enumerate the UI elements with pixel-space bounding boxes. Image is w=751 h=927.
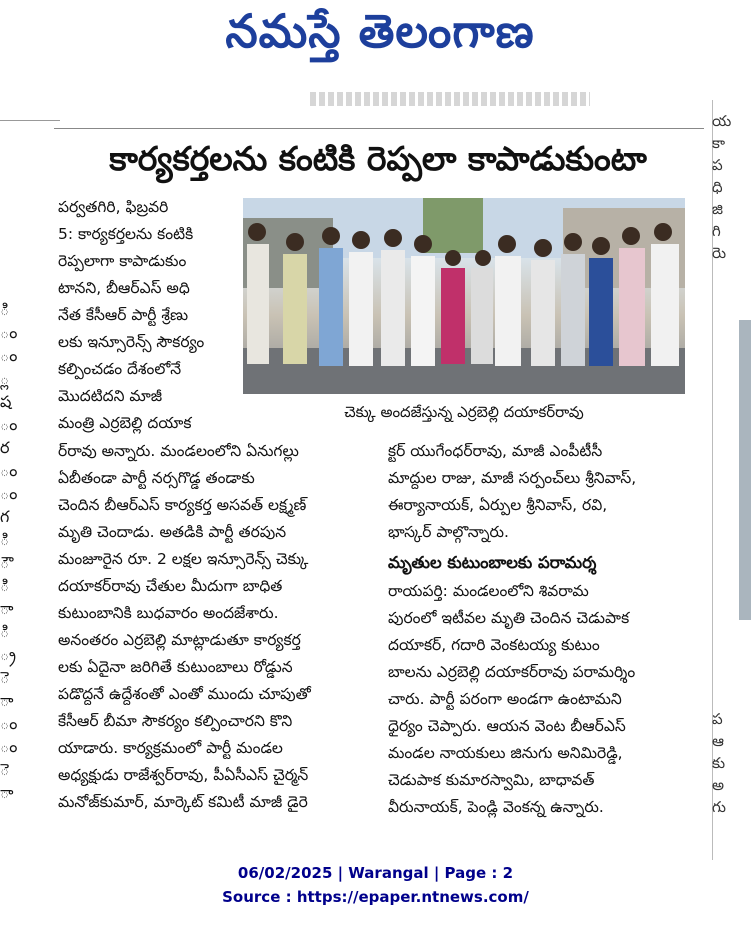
masthead-date-strip [310,92,590,106]
article-text-line: కుటుంబానికి బుధవారం అందజేశారు. [58,604,279,622]
cut-text-fragment: ం [0,737,18,756]
article-text-line: టానని, బీఆర్ఎస్ అధి [58,279,190,297]
article-column-main [58,438,380,816]
news-photo [243,198,685,394]
article-subheading: మృతుల కుటుంబాలకు పరామర్శ [388,553,597,572]
cut-text-fragment: ్ర [0,645,16,664]
footer-date-edition: 06/02/2025 | Warangal | Page : 2 [237,864,514,882]
cut-photo-fragment [739,320,751,620]
cut-text-fragment: ా [0,599,14,618]
article-text-line: అధ్యక్షుడు రాజేశ్వర్‌రావు, పీఏసీఎస్ చైర్మన్ [58,766,309,784]
article-text-line: క్టర్ యుగేంధర్‌రావు, మాజీ ఎంపీటీసీ [388,442,603,460]
article-text-line: యాడారు. కార్యక్రమంలో పార్టీ మండల [58,739,283,757]
article-column-right [388,438,688,821]
cut-text-fragment: ె [0,760,10,779]
article-text-line: చారు. పార్టీ పరంగా అండగా ఉంటామని [388,690,622,708]
masthead-logo: నమస్తే తెలంగాణ [225,4,535,58]
cut-text-fragment: కు [712,754,726,772]
article-text-line: ఈర్యానాయక్, ఏర్పుల శ్రీనివాస్, రవి, [388,496,608,514]
article-text-line: 5: కార్యకర్తలను కంటికి [58,225,194,243]
article-text-line: మృతి చెందాడు. అతడికి పార్టీ తరపున [58,523,287,541]
article-text-line: మంత్రి ఎర్రబెల్లి దయాక [58,414,192,432]
top-rule [0,120,60,121]
article-text-line: నేత కేసీఆర్ పార్టీ శ్రేణు [58,306,189,324]
article-text-line: లకు ఇన్సూరెన్స్ సౌకర్యం [58,333,205,351]
article-text-line: పడొద్దనే ఉద్దేశంతో ఎంతో ముందు చూపుతో [58,685,311,703]
article-text-line: ఏబీతండా పార్టీ నర్సగొడ్డ తండాకు [58,469,255,487]
article-text-line: భాస్కర్ పాల్గొన్నారు. [388,523,509,541]
article-headline: కార్యకర్తలను కంటికి రెప్పలా కాపాడుకుంటా [109,139,647,178]
article-text-line: చెందిన బీఆర్ఎస్ కార్యకర్త అసవత్ లక్ష్మణ్ [58,496,307,514]
cut-text-fragment: ం [0,484,18,503]
article-text-line: వీరునాయక్, పెండ్లి వెంకన్న ఉన్నారు. [388,798,604,816]
cut-text-fragment: ి [0,300,10,319]
cut-text-fragment: ర [0,438,10,457]
article-column-narrow [58,194,234,437]
cut-text-fragment: అ [712,776,725,794]
article-text-line: కల్పించడం దేశంలోనే [58,360,182,378]
cut-text-fragment: ధి [712,178,723,196]
article-text-line: పర్వతగిరి, ఫిబ్రవరి [58,198,169,216]
cut-text-fragment: ా [0,691,14,710]
cut-text-fragment: ప [712,156,723,174]
cut-text-fragment: గ [0,507,10,526]
article-text-line: మంజూరైన రూ. 2 లక్షల ఇన్సూరెన్స్ చెక్కు [58,550,309,568]
footer-source-link[interactable]: Source : https://epaper.ntnews.com/ [222,888,529,906]
cut-text-fragment: ష [0,392,12,411]
cut-text-fragment: ం [0,461,18,480]
cut-text-fragment: రెు [712,244,727,262]
article-text-line: మొదటిదని మాజీ [58,387,163,405]
article-text-line: దయాకర్‌రావు చేతుల మీదుగా బాధిత [58,577,283,595]
cut-text-fragment: ం [0,714,18,733]
left-edge-cut-column [0,300,18,860]
article-text-line: చెడుపాక కుమారస్వామి, బాధావత్ [388,771,595,789]
article-text-line: దయాకర్, గదారి వెంకటయ్య కుటుం [388,636,600,654]
cut-text-fragment: ం [0,323,18,342]
cut-text-fragment: ఆ [712,732,724,750]
article-text-line: రాయపర్తి: మండలంలోని శివరామ [388,582,589,600]
cut-text-fragment: ం [0,346,18,365]
cut-text-fragment: ి [0,576,10,595]
cut-text-fragment: కా [712,134,726,152]
article-text-line: మాద్దుల రాజు, మాజీ సర్పంచ్‌లు శ్రీనివాస్, [388,469,637,487]
right-edge-cut-column [712,110,751,870]
cut-text-fragment: ి [0,622,10,641]
cut-text-fragment: ా [0,783,14,802]
article-text-line: మనోజ్‌కుమార్, మార్కెట్ కమిటీ మాజీ డైరె [58,793,308,811]
article-text-line: కేసీఆర్ బీమా సౌకర్యం కల్పించారని కొని [58,712,293,730]
article-text-line: అనంతరం ఎర్రబెల్లి మాట్లాడుతూ కార్యకర్త [58,631,301,649]
article-text-line: బాలను ఎర్రబెల్లి దయాకర్‌రావు పరామర్శిం [388,663,636,681]
cut-text-fragment: గు [712,798,726,816]
article-text-line: పురంలో ఇటీవల మృతి చెందిన చెడుపాక [388,609,630,627]
cut-text-fragment: ౌ [0,553,10,572]
cut-text-fragment: జి [712,200,723,218]
article-text-line: ధైర్యం చెప్పారు. ఆయన వెంట బీఆర్ఎస్ [388,717,626,735]
cut-text-fragment: ప [712,710,723,728]
article-text-line: రెప్పలాగా కాపాడుకుం [58,252,187,270]
cut-text-fragment: ం [0,415,18,434]
photo-illustration [243,198,685,394]
article-text-line: లకు ఏదైనా జరిగితే కుటుంబాలు రోడ్డున [58,658,293,676]
photo-caption: చెక్కు అందజేస్తున్న ఎర్రబెల్లి దయాకర్‌రావు [243,396,685,428]
headline-rule [54,128,704,129]
article-text-line: మండల నాయకులు జినుగు అనిమిరెడ్డి, [388,744,623,762]
cut-text-fragment: ్ల [0,369,10,388]
cut-text-fragment: ి [0,530,10,549]
cut-text-fragment: ె [0,668,10,687]
article-text-line: ర్‌రావు అన్నారు. మండలంలోని ఏనుగల్లు [58,442,299,460]
cut-text-fragment: గి [712,222,721,240]
cut-text-fragment: య [712,112,732,130]
